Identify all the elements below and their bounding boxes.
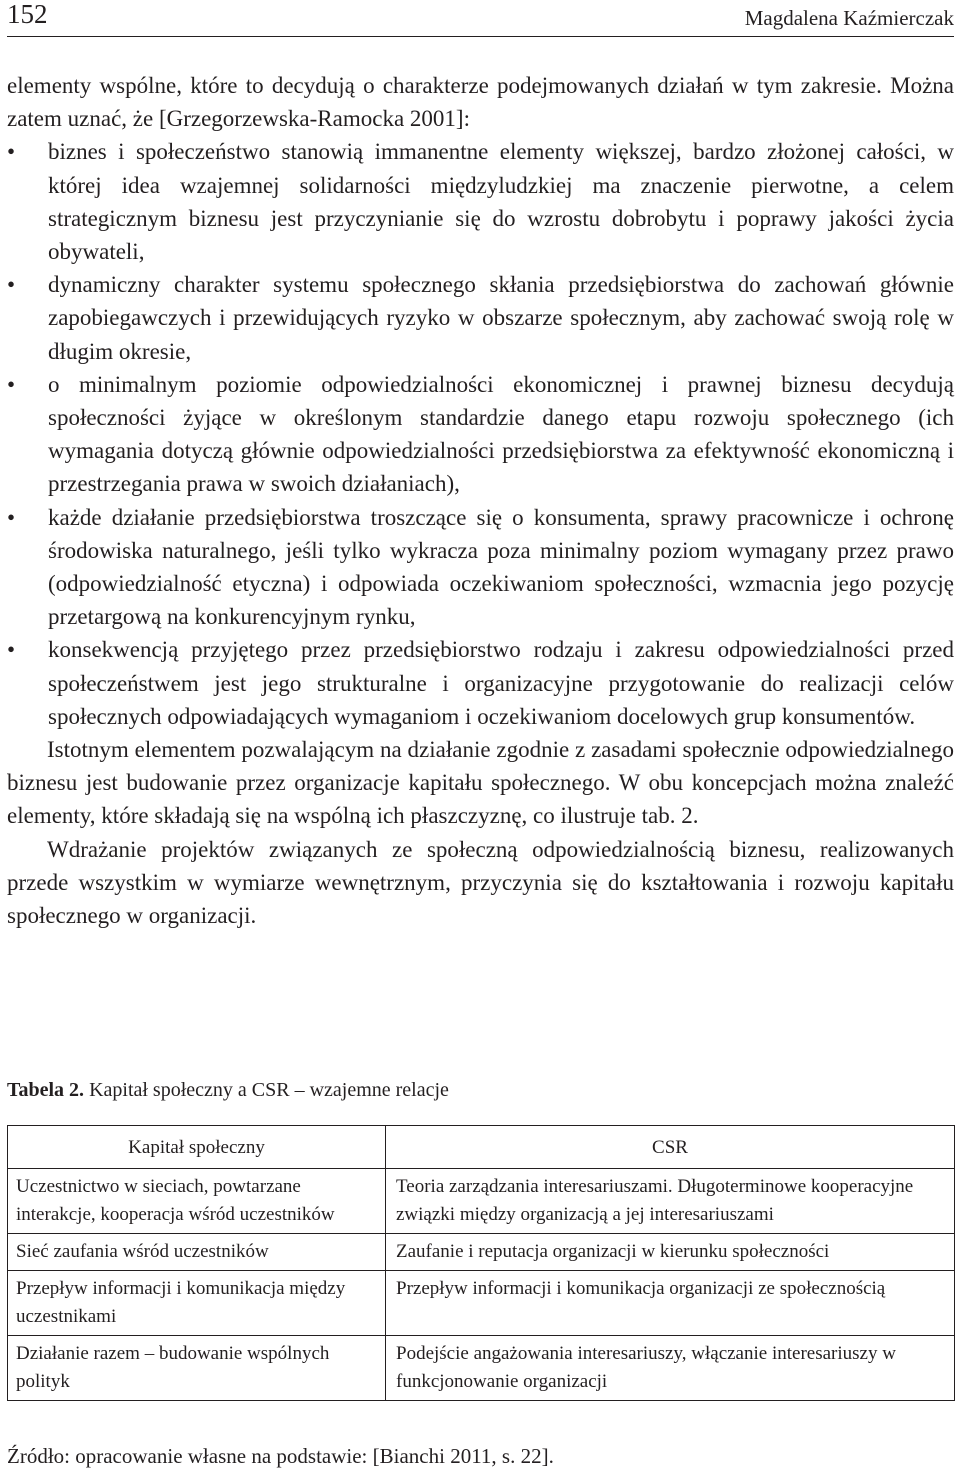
bullet-item: • konsekwencją przyjętego przez przedsiębiorstwo rodzaju i zakresu odpowiedzialności przed społeczeństwem jest jego strukturalne i organizacyjne przygotowanie do realizacji celów społecznych odpowiadających wymaganiom i oczekiwaniom docelowych grup konsumentów. bbox=[7, 633, 954, 733]
bullet-item: • biznes i społeczeństwo stanowią immanentne elementy większej, bardzo złożonej całości, w której idea wzajemnej solidarności międzyludzkiej ma znaczenie pierwotne, a celem strategicznym biznesu jest przyczynianie się do wzrostu dobrobytu i poprawy jakości życia obywateli, bbox=[7, 135, 954, 268]
table-header-csr: CSR bbox=[386, 1126, 955, 1169]
table-cell: Sieć zaufania wśród uczestników bbox=[8, 1234, 386, 1271]
table-caption bbox=[7, 1077, 449, 1103]
comparison-table bbox=[7, 1125, 955, 1401]
table-caption-text: Kapitał społeczny a CSR – wzajemne relacje bbox=[84, 1079, 449, 1101]
table-header-social-capital: Kapitał społeczny bbox=[8, 1126, 386, 1169]
table-cell: Przepływ informacji i komunikacja organizacji ze społecznością bbox=[386, 1271, 955, 1336]
page-header bbox=[7, 0, 954, 37]
table-row bbox=[8, 1271, 955, 1336]
intro-paragraph: elementy wspólne, które to decydują o charakterze podejmowanych działań w tym zakresie. Można zatem uznać, że [Grzegorzewska-Ramocka 2001]: bbox=[7, 73, 954, 132]
table-source-note: Źródło: opracowanie własne na podstawie: [Bianchi 2011, s. 22]. bbox=[7, 1444, 554, 1468]
table-caption-label: Tabela 2. bbox=[7, 1079, 85, 1101]
table-row bbox=[8, 1336, 955, 1401]
body-text bbox=[7, 69, 954, 932]
table-cell: Przepływ informacji i komunikacja między uczestnikami bbox=[8, 1271, 386, 1336]
table-cell: Działanie razem – budowanie wspólnych polityk bbox=[8, 1336, 386, 1401]
bullet-list bbox=[7, 135, 954, 733]
table-cell: Zaufanie i reputacja organizacji w kierunku społeczności bbox=[386, 1234, 955, 1271]
table-cell: Teoria zarządzania interesariuszami. Długoterminowe kooperacyjne związki między organizacją a jej interesariuszami bbox=[386, 1169, 955, 1234]
bullet-item: • każde działanie przedsiębiorstwa troszczące się o konsumenta, sprawy pracownicze i ochronę środowiska naturalnego, jeśli tylko wykracza poza minimalny poziom wymagany przez prawo (odpowiedzialność etyczna) i odpowiada oczekiwaniom społeczności, wzmacnia jego pozycję przetargową na konkurencyjnym rynku, bbox=[7, 501, 954, 634]
bullet-item: • dynamiczny charakter systemu społecznego skłania przedsiębiorstwa do zachowań głównie zapobiegawczych i przewidujących ryzyko w obszarze społecznym, aby zachować swoją rolę w długim okresie, bbox=[7, 268, 954, 368]
page-number: 152 bbox=[7, 0, 48, 29]
table-row bbox=[8, 1169, 955, 1234]
table-row bbox=[8, 1234, 955, 1271]
bullet-item: • o minimalnym poziomie odpowiedzialności ekonomicznej i prawnej biznesu decydują społeczności żyjące w określonym standardzie danego etapu rozwoju społecznego (ich wymagania dotyczą głównie odpowiedzialności przedsiębiorstwa za efektywność ekonomiczną i przestrzegania prawa w swoich działaniach), bbox=[7, 368, 954, 501]
table-cell: Uczestnictwo w sieciach, powtarzane interakcje, kooperacja wśród uczestników bbox=[8, 1169, 386, 1234]
running-head-author: Magdalena Kaźmierczak bbox=[744, 6, 954, 30]
paragraph: Wdrażanie projektów związanych ze społeczną odpowiedzialnością biznesu, realizowanych przede wszystkim w wymiarze wewnętrznym, przyczynia się do kształtowania i rozwoju kapitału społecznego w organizacji. bbox=[7, 836, 954, 929]
paragraph: Istotnym elementem pozwalającym na działanie zgodnie z zasadami społecznie odpowiedzialnego biznesu jest budowanie przez organizacje kapitału społecznego. W obu koncepcjach można znaleźć elementy, które składają się na wspólną ich płaszczyznę, co ilustruje tab. 2. bbox=[7, 737, 954, 829]
table-cell: Podejście angażowania interesariuszy, włączanie interesariuszy w funkcjonowanie organizacji bbox=[386, 1336, 955, 1401]
table-header-row bbox=[8, 1126, 955, 1169]
